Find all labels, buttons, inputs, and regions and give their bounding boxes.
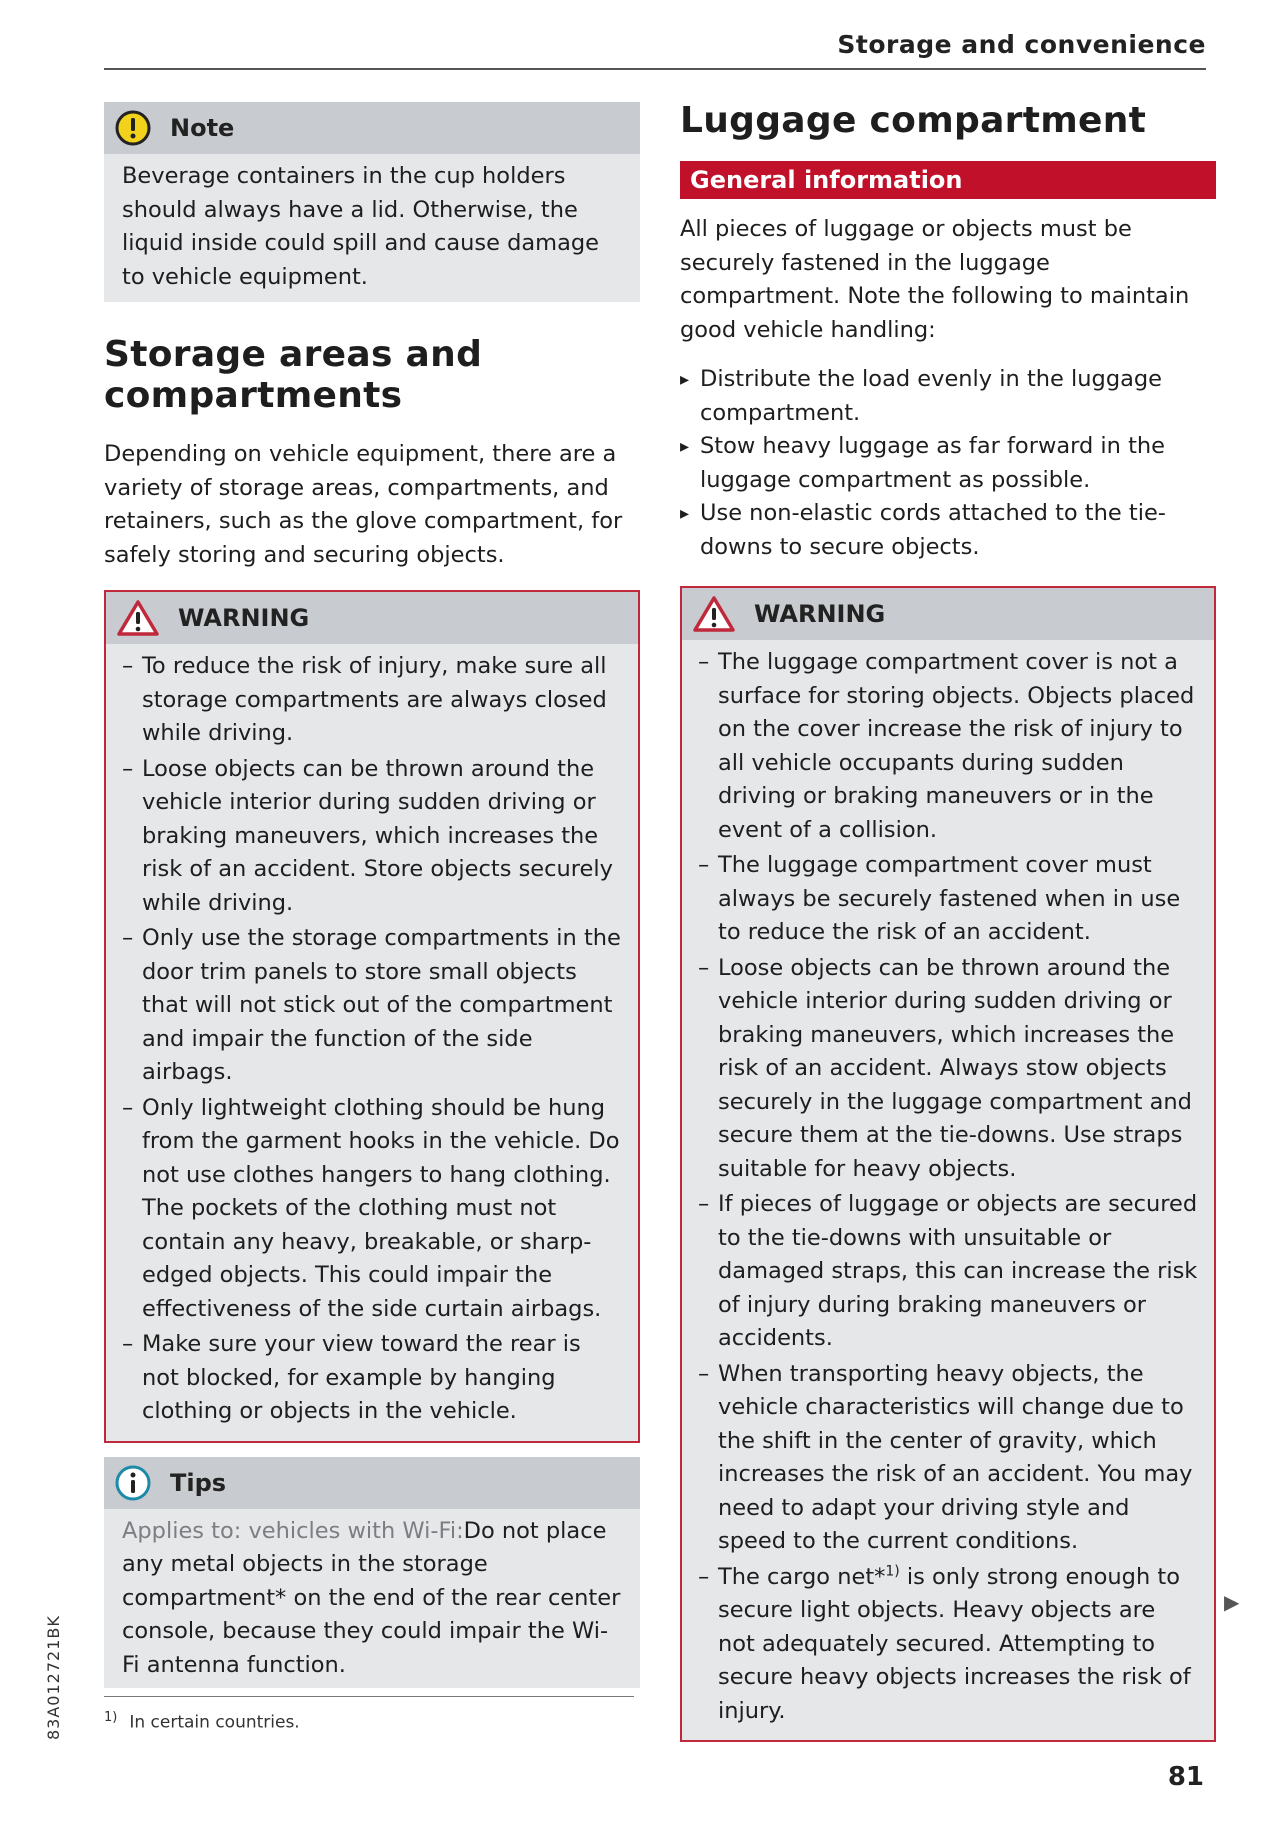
page-header-title: Storage and convenience — [837, 30, 1206, 59]
general-information-bar: General information — [680, 161, 1216, 199]
footnote-mark: 1) — [104, 1710, 118, 1725]
storage-intro: Depending on vehicle equipment, there are a variety of storage areas, compartments, and retainers, such as the glove compartment, for safely storing and securing objects. — [104, 441, 623, 568]
continue-arrow-icon: ▶ — [1224, 1590, 1240, 1614]
warning-triangle-icon — [116, 599, 160, 637]
footnote — [104, 1710, 300, 1733]
storage-heading-line1: Storage areas and — [104, 334, 483, 375]
luggage-warning-list — [682, 640, 1214, 1740]
tips-body: Do not place any metal objects in the storage compartment* on the end of the rear center console, because they could impair the Wi-Fi antenna function. — [122, 1517, 621, 1678]
warning-triangle-icon — [692, 595, 736, 633]
exclamation-circle-icon — [114, 109, 152, 147]
tips-applies-to: Applies to: vehicles with Wi-Fi: — [122, 1517, 464, 1544]
warning-item: – The luggage compartment cover must always be securely fastened when in use to reduce the risk of an accident. — [698, 849, 1198, 950]
warning-item: – Loose objects can be thrown around the vehicle interior during sudden driving or braking maneuvers, which increases the risk of an accident. Store objects securely while driving. — [122, 753, 622, 921]
note-title: Note — [170, 114, 235, 142]
luggage-warning-header — [682, 588, 1214, 640]
warning-item: – Only lightweight clothing should be hung from the garment hooks in the vehicle. Do not use clothes hangers to hang clothing. The pockets of the clothing must not contain any heavy, breakable, or sharp-edged objects. This could impair the effectiveness of the side curtain airbags. — [122, 1092, 622, 1327]
warning-item: – Only use the storage compartments in the door trim panels to store small objects that will not stick out of the compartment and impair the function of the side airbags. — [122, 922, 622, 1090]
footnote-reference: 1) — [885, 1563, 900, 1579]
document-code: 83A012721BK — [44, 1615, 63, 1740]
cargo-net-rest: is only strong enough to secure light objects. Heavy objects are not adequately secured. Attempting to secure heavy objects increases the risk of injury. — [718, 1563, 1191, 1724]
warning-item: – To reduce the risk of injury, make sure all storage compartments are always closed while driving. — [122, 650, 622, 751]
info-circle-icon — [114, 1464, 152, 1502]
cargo-net-text: The cargo net* — [718, 1563, 886, 1590]
bullet-item: ▸ Stow heavy luggage as far forward in the luggage compartment as possible. — [680, 430, 1216, 497]
tips-body-paragraph — [122, 1515, 622, 1683]
note-body: Beverage containers in the cup holders should always have a lid. Otherwise, the liquid inside could spill and cause damage to vehicle equipment. — [122, 163, 600, 290]
warning-item: – Loose objects can be thrown around the vehicle interior during sudden driving or braking maneuvers, which increases the risk of an accident. Always stow objects securely in the luggage compartment and secure them at the tie-downs. Use straps suitable for heavy objects. — [698, 952, 1198, 1187]
warning-item: – Make sure your view toward the rear is not blocked, for example by hanging clothing or objects in the vehicle. — [122, 1328, 622, 1429]
left-column — [104, 102, 640, 1704]
storage-heading-line2: compartments — [104, 375, 403, 416]
header-rule — [104, 68, 1206, 70]
luggage-heading: Luggage compartment — [680, 100, 1147, 141]
luggage-warning-box — [680, 586, 1216, 1742]
luggage-warning-title: WARNING — [754, 600, 886, 628]
bullet-item: ▸ Distribute the load evenly in the luggage compartment. — [680, 363, 1216, 430]
bullet-item: ▸ Use non-elastic cords attached to the tie-downs to secure objects. — [680, 497, 1216, 564]
storage-heading — [104, 334, 640, 416]
luggage-bullet-list — [680, 363, 1216, 564]
footnote-rule — [104, 1696, 634, 1697]
storage-warning-box — [104, 590, 640, 1443]
luggage-intro: All pieces of luggage or objects must be securely fastened in the luggage compartment. Note the following to maintain good vehicle handling: — [680, 216, 1190, 343]
footnote-text: In certain countries. — [129, 1712, 300, 1733]
warning-item: – The luggage compartment cover is not a surface for storing objects. Objects placed on the cover increase the risk of injury to all vehicle occupants during sudden driving or braking maneuvers or in the event of a collision. — [698, 646, 1198, 847]
tips-box — [104, 1457, 640, 1689]
warning-item: – When transporting heavy objects, the vehicle characteristics will change due to the shift in the center of gravity, which increases the risk of an accident. You may need to adapt your driving style and speed to the current conditions. — [698, 1358, 1198, 1559]
note-header — [104, 102, 640, 154]
warning-item — [698, 1561, 1198, 1729]
page-number: 81 — [1167, 1762, 1204, 1792]
right-column — [680, 100, 1216, 1756]
storage-warning-list — [106, 644, 638, 1441]
storage-warning-title: WARNING — [178, 604, 310, 632]
note-box — [104, 102, 640, 302]
storage-warning-header — [106, 592, 638, 644]
tips-header — [104, 1457, 640, 1509]
tips-title: Tips — [170, 1468, 227, 1497]
warning-item: – If pieces of luggage or objects are secured to the tie-downs with unsuitable or damaged straps, this can increase the risk of injury during braking maneuvers or accidents. — [698, 1188, 1198, 1356]
